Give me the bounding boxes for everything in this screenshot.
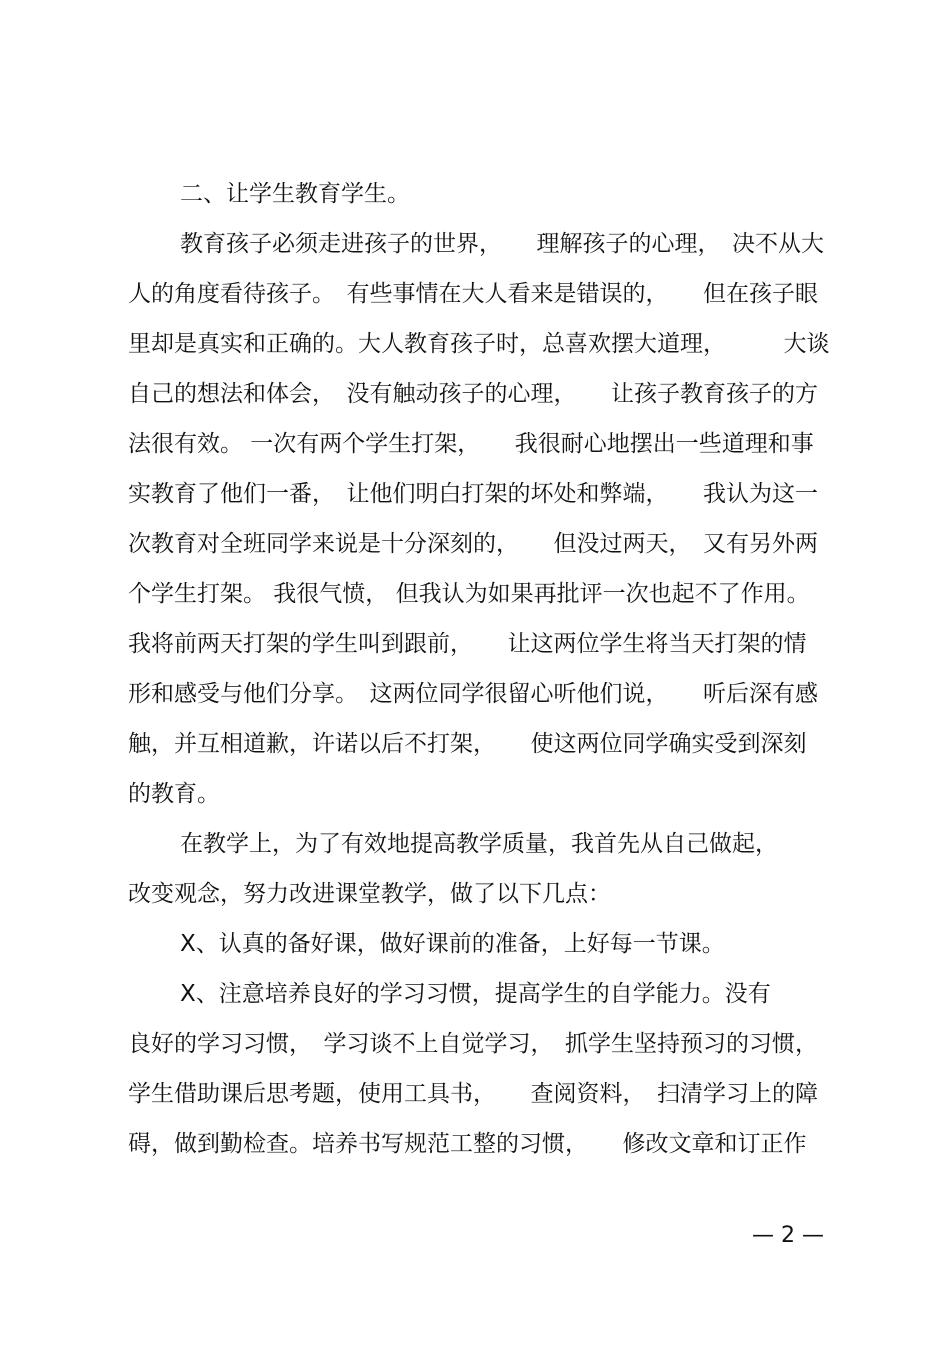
paragraph-line: 人的角度看待孩子。 有些事情在大人看来是错误的， 但在孩子眼: [128, 281, 818, 307]
paragraph-line: 教育孩子必须走进孩子的世界， 理解孩子的心理， 决不从大: [180, 231, 824, 257]
page-number: — 2 —: [752, 1223, 824, 1248]
section-heading: 二、让学生教育学生。: [180, 181, 410, 207]
list-item: X、注意培养良好的学习习惯，提高学生的自学能力。没有: [180, 981, 771, 1007]
paragraph-line: 个学生打架。 我很气愤， 但我认为如果再批评一次也起不了作用。: [128, 581, 810, 607]
paragraph-line: 我将前两天打架的学生叫到跟前， 让这两位学生将当天打架的情: [128, 631, 807, 657]
paragraph-line: 改变观念，努力改进课堂教学，做了以下几点：: [128, 881, 611, 907]
list-item: X、认真的备好课，做好课前的准备，上好每一节课。: [180, 931, 725, 957]
paragraph-line: 碍，做到勤检查。培养书写规范工整的习惯， 修改文章和订正作: [128, 1131, 807, 1157]
paragraph-line: 的教育。: [128, 781, 220, 807]
paragraph-line: 实教育了他们一番， 让他们明白打架的坏处和弊端， 我认为这一: [128, 481, 818, 507]
paragraph-line: 在教学上，为了有效地提高教学质量，我首先从自己做起，: [180, 831, 778, 857]
paragraph-line: 良好的学习习惯， 学习谈不上自觉学习， 抓学生坚持预习的习惯，: [128, 1031, 818, 1057]
paragraph-line: 触，并互相道歉，许诺以后不打架， 使这两位同学确实受到深刻: [128, 731, 807, 757]
paragraph-line: 学生借助课后思考题，使用工具书， 查阅资料， 扫清学习上的障: [128, 1081, 818, 1107]
paragraph-line: 法很有效。 一次有两个学生打架， 我很耐心地摆出一些道理和事: [128, 431, 814, 457]
paragraph-line: 次教育对全班同学来说是十分深刻的， 但没过两天， 又有另外两: [128, 531, 818, 557]
paragraph-line: 自己的想法和体会， 没有触动孩子的心理， 让孩子教育孩子的方: [128, 381, 818, 407]
paragraph-line: 里却是真实和正确的。大人教育孩子时，总喜欢摆大道理， 大谈: [128, 331, 830, 357]
paragraph-line: 形和感受与他们分享。 这两位同学很留心听他们说， 听后深有感: [128, 681, 818, 707]
